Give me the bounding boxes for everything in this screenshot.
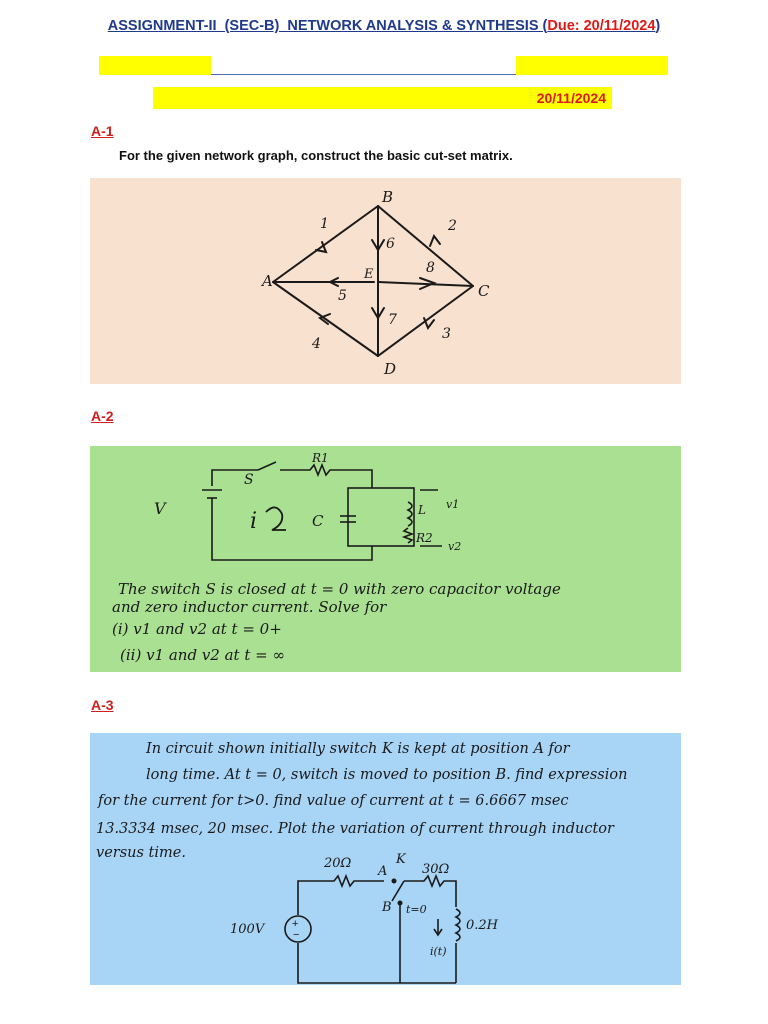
- branch-label-6: 6: [386, 236, 395, 252]
- voltage-label-v1: v1: [446, 498, 460, 511]
- a3-handwritten-line-2: long time. At t = 0, switch is moved to position B. find expression: [146, 767, 628, 783]
- branch-label-4: 4: [312, 336, 321, 352]
- loop-current-label: i: [250, 509, 258, 534]
- resistor-20-ohm: [298, 876, 384, 915]
- label-position-b: B: [382, 900, 392, 915]
- source-label-v: V: [154, 499, 166, 518]
- resistor-r1: [280, 465, 372, 488]
- branch-8-line: [378, 282, 473, 286]
- voltage-label-v2: v2: [448, 540, 462, 553]
- node-label-a: A: [262, 272, 273, 290]
- switch-label-s: S: [244, 472, 254, 488]
- capacitor-label-c: C: [312, 512, 324, 530]
- switch-s-blade: [258, 462, 276, 470]
- a3-handwritten-line-5: versus time.: [96, 845, 186, 861]
- question-text-a1: For the given network graph, construct the basic cut-set matrix.: [119, 148, 513, 163]
- circuit-a2-panel: [90, 446, 681, 672]
- terminal-a-dot: [392, 879, 397, 884]
- circuit-a3-drawing: [90, 733, 681, 985]
- branch-label-7: 7: [388, 312, 397, 328]
- label-current-it: i(t): [430, 945, 447, 958]
- label-switch-k: K: [396, 852, 406, 867]
- a3-handwritten-line-3: for the current for t>0. find value of current at t = 6.6667 msec: [98, 793, 569, 809]
- branch-label-3: 3: [442, 326, 451, 342]
- a2-handwritten-line-2: and zero inductor current. Solve for: [112, 598, 387, 616]
- branch-4-line: [273, 282, 378, 356]
- node-label-b: B: [382, 188, 394, 206]
- inductor-0-2h-coil: [456, 909, 460, 941]
- node-label-d: D: [384, 360, 397, 378]
- network-graph-drawing: [90, 178, 681, 384]
- branch-label-8: 8: [426, 260, 435, 276]
- inductor-l-coil: [408, 502, 412, 526]
- blank-underline: [211, 74, 516, 75]
- title-close: ): [655, 18, 661, 34]
- label-20-ohm: 20Ω: [324, 856, 352, 871]
- question-label-a2: A-2: [91, 408, 114, 424]
- highlight-field-left: [99, 56, 211, 75]
- due-date-text: Due: 20/11/2024: [547, 18, 656, 34]
- circuit-a2-drawing: [90, 446, 681, 672]
- resistor-label-r2: R2: [416, 531, 433, 545]
- a2-handwritten-line-1: The switch S is closed at t = 0 with zero capacitor voltage: [118, 580, 561, 598]
- branch-2-arrow: [430, 236, 440, 246]
- resistor-r2-zigzag: [404, 528, 412, 543]
- a2-handwritten-line-3: (i) v1 and v2 at t = 0+: [112, 620, 282, 638]
- date-text: 20/11/2024: [536, 90, 606, 106]
- resistor-label-r1: R1: [312, 451, 329, 465]
- assignment-title: [0, 18, 768, 34]
- node-label-e: E: [364, 267, 374, 282]
- branch-label-5: 5: [338, 288, 347, 304]
- source-plus-sign: +: [292, 918, 299, 930]
- network-graph-panel: [90, 178, 681, 384]
- question-label-a1: A-1: [91, 123, 114, 139]
- label-0-2h: 0.2H: [466, 918, 499, 933]
- label-30-ohm: 30Ω: [422, 862, 450, 877]
- node-label-c: C: [478, 282, 490, 300]
- label-position-a: A: [378, 864, 388, 879]
- branch-label-1: 1: [320, 216, 329, 232]
- label-t0: t=0: [406, 903, 427, 916]
- a3-handwritten-line-1: In circuit shown initially switch K is kept at position A for: [146, 741, 570, 757]
- a2-handwritten-line-4: (ii) v1 and v2 at t = ∞: [120, 646, 285, 664]
- highlight-date-bar: [153, 87, 612, 109]
- terminal-b-dot: [398, 901, 403, 906]
- source-minus-sign: −: [293, 929, 300, 941]
- a3-handwritten-line-4: 13.3334 msec, 20 msec. Plot the variation of current through inductor: [96, 821, 614, 837]
- label-100v: 100V: [230, 922, 265, 937]
- highlight-field-right: [516, 56, 668, 75]
- loop-arrow-icon: [266, 507, 286, 530]
- circuit-a3-panel: [90, 733, 681, 985]
- question-label-a3: A-3: [91, 697, 114, 713]
- inductor-label-l: L: [418, 503, 426, 517]
- branch-label-2: 2: [448, 218, 457, 234]
- title-main: ASSIGNMENT-II_(SEC-B)_NETWORK ANALYSIS & SYNTHESIS (: [107, 18, 548, 34]
- switch-k-blade: [392, 881, 404, 901]
